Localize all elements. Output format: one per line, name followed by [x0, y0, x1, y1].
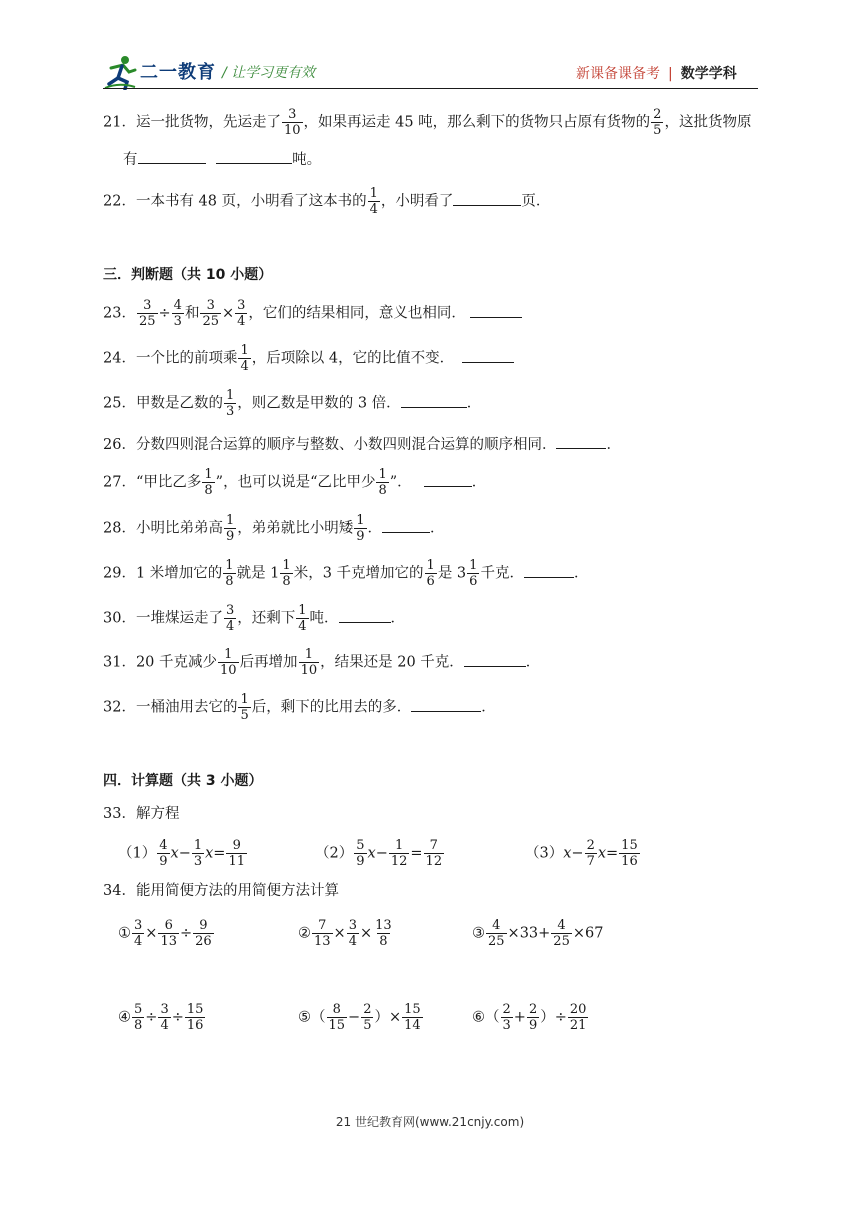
header-subject: 数学学科 [680, 66, 737, 82]
fraction [158, 918, 179, 949]
fraction [619, 838, 640, 869]
fraction-part: 3 [237, 298, 246, 313]
fraction [373, 918, 394, 949]
section-title: 四．计算题（共 3 小题） [103, 773, 263, 789]
fraction [424, 838, 445, 869]
fraction [280, 558, 292, 589]
fraction-part: 4 [557, 918, 566, 933]
question-text: ，如果再运走 45 吨，那么剩下的货物只占原有货物的 [303, 114, 651, 131]
fraction-part: 25 [488, 934, 505, 949]
text: ． [466, 395, 482, 412]
answer-blank[interactable] [382, 518, 430, 533]
fraction-part: 4 [134, 934, 143, 949]
fraction [354, 513, 366, 544]
text: （3） [525, 845, 564, 862]
answer-blank[interactable] [556, 434, 606, 449]
fraction-part: 1 [225, 388, 235, 403]
text: 24． [103, 350, 136, 367]
equation-2 [315, 838, 445, 869]
text: ，后项除以 4，它的比值不变． [251, 350, 455, 367]
fraction-part: 13 [375, 918, 392, 933]
fraction-part: 3 [348, 918, 357, 933]
fraction-part: 26 [195, 934, 212, 949]
text: ） [374, 1009, 389, 1026]
fraction [568, 1002, 589, 1033]
fraction-part: 1 [240, 692, 249, 707]
fraction [224, 388, 236, 419]
text: ”． [389, 474, 412, 491]
text: 解方程 [135, 806, 180, 822]
expression-3 [472, 918, 603, 949]
logo-text: 二一教育 [140, 62, 216, 83]
text: 小明比弟弟高 [135, 520, 223, 537]
answer-blank[interactable] [453, 191, 521, 206]
text: x− [170, 845, 191, 862]
question-24 [103, 343, 514, 374]
fraction [193, 918, 214, 949]
text: 31． [103, 654, 136, 671]
fraction-part: 13 [160, 934, 177, 949]
question-26 [103, 430, 621, 460]
text: ． [471, 474, 487, 491]
text: （ [485, 1009, 500, 1026]
fraction [501, 1002, 513, 1033]
fraction [486, 918, 507, 949]
fraction-part: 7 [429, 838, 438, 853]
question-22 [103, 186, 550, 217]
fraction-part: 12 [390, 854, 408, 869]
fraction-part: 4 [173, 298, 182, 313]
text: × [145, 925, 158, 942]
fraction-part: 2 [363, 1002, 372, 1017]
text: 一本书有 48 页，小明看了这本书的 [135, 193, 367, 210]
text: 有 [123, 152, 138, 168]
fraction-part: 5 [240, 708, 249, 723]
fraction-part: 4 [225, 619, 235, 634]
fraction [282, 107, 303, 138]
fraction-part: 3 [225, 603, 235, 618]
fraction-part: 8 [204, 483, 213, 498]
question-33 [103, 799, 179, 829]
text: × [221, 305, 235, 322]
fraction-part: 8 [378, 483, 387, 498]
text: 就是 1 [236, 565, 280, 582]
fraction [218, 647, 239, 678]
text: 一堆煤运走了 [135, 610, 223, 627]
text: ） [540, 1009, 555, 1026]
text: x− [367, 845, 388, 862]
text: + [513, 1009, 526, 1026]
answer-blank[interactable] [464, 652, 526, 667]
fraction-part: 20 [569, 1002, 587, 1017]
fraction-part: 1 [378, 467, 387, 482]
fraction-part: 1 [426, 558, 435, 573]
fraction [368, 186, 380, 217]
text: ① [118, 925, 131, 942]
fraction [223, 558, 235, 589]
text: 23． [103, 305, 136, 322]
fraction [185, 1002, 206, 1033]
fraction-part: 1 [204, 467, 213, 482]
text: 能用简便方法的用简便方法计算 [135, 883, 339, 899]
question-21 [103, 107, 751, 138]
text: 和 [184, 305, 200, 322]
fraction-part: 3 [193, 854, 203, 869]
fraction-part: 5 [356, 838, 365, 853]
fraction-part: 3 [134, 918, 143, 933]
fraction-part: 5 [653, 123, 662, 138]
text: 是 3 [437, 565, 467, 582]
text: ． [606, 437, 621, 453]
fraction-part: 4 [159, 838, 168, 853]
fraction-part: 2 [528, 1002, 538, 1017]
equation-3 [525, 838, 641, 869]
fraction-part: 14 [404, 1018, 421, 1033]
text: “甲比乙多 [135, 474, 202, 491]
question-text: ，这批货物原 [664, 114, 752, 131]
text: ④ [118, 1009, 131, 1026]
fraction [238, 692, 250, 723]
text: ③ [472, 925, 485, 942]
question-number: 21． [103, 114, 136, 131]
fraction [132, 1002, 144, 1033]
fraction-part: 15 [404, 1002, 421, 1017]
fraction-part: 9 [225, 529, 235, 544]
fraction [157, 838, 169, 869]
answer-blank[interactable] [401, 393, 467, 408]
question-31 [103, 647, 540, 678]
fraction-part: 25 [553, 934, 570, 949]
text: ÷ [179, 925, 193, 942]
logo-runner-icon [103, 54, 137, 90]
fraction-part: 9 [199, 918, 208, 933]
fraction [527, 1002, 539, 1033]
fraction-part: 7 [318, 918, 327, 933]
expression-2 [298, 918, 395, 949]
fraction-part: 1 [224, 647, 233, 662]
fraction-part: 1 [298, 603, 307, 618]
text: ② [298, 925, 311, 942]
fraction-part: 4 [369, 202, 378, 217]
text: 26． [103, 437, 136, 453]
text: 29． [103, 565, 136, 582]
text: ． [430, 520, 445, 537]
fraction-part: 1 [394, 838, 404, 853]
text: 一桶油用去它的 [135, 699, 238, 716]
header-divider [103, 88, 758, 89]
text: 25． [103, 395, 136, 412]
expression-5 [298, 1002, 424, 1033]
question-29 [103, 558, 588, 589]
fraction-part: 3 [173, 314, 182, 329]
question-30 [103, 603, 405, 634]
fraction [651, 107, 663, 138]
expression-6 [472, 1002, 589, 1033]
text: x= [205, 845, 226, 862]
fraction [467, 558, 479, 589]
fraction-part: 4 [160, 1018, 169, 1033]
fraction-part: 3 [288, 107, 297, 122]
fraction [224, 603, 236, 634]
fraction-part: 1 [369, 186, 378, 201]
fraction-part: 4 [240, 359, 249, 374]
fraction [200, 298, 221, 329]
text: x= [597, 845, 619, 862]
fraction [192, 838, 204, 869]
text: （1） [118, 845, 157, 862]
question-28 [103, 513, 445, 544]
text: 后再增加 [239, 654, 298, 671]
fraction [299, 647, 320, 678]
fraction-part: 8 [282, 574, 291, 589]
fraction-part: 21 [569, 1018, 587, 1033]
fraction [585, 838, 597, 869]
fraction [312, 918, 333, 949]
fraction [202, 467, 214, 498]
fraction-part: 4 [348, 934, 357, 949]
text: ，小明看了 [380, 193, 454, 210]
fraction-part: 9 [528, 1018, 538, 1033]
fraction-part: 15 [186, 1002, 204, 1017]
fraction-part: 1 [356, 513, 365, 528]
text: 22． [103, 193, 136, 210]
text: ． [481, 699, 496, 716]
fraction [551, 918, 572, 949]
fraction-part: 9 [356, 529, 365, 544]
text: ×33+ [507, 925, 551, 942]
text: ÷ [554, 1009, 567, 1026]
text: ×67 [572, 925, 604, 942]
answer-blank[interactable] [424, 472, 472, 487]
text: 分数四则混合运算的顺序与整数、小数四则混合运算的顺序相同． [135, 437, 557, 453]
fraction-part: 15 [328, 1018, 346, 1033]
fraction-part: 4 [492, 918, 501, 933]
fraction-part: 6 [426, 574, 435, 589]
question-21-cont [123, 145, 321, 175]
answer-blank[interactable] [462, 348, 514, 363]
fraction [224, 513, 236, 544]
fraction-part: 25 [202, 314, 219, 329]
fraction-part: 8 [225, 574, 234, 589]
fraction-part: 5 [363, 1018, 372, 1033]
text: ． [573, 565, 589, 582]
fraction-part: 1 [282, 558, 291, 573]
fraction [226, 838, 247, 869]
header-separator: | [668, 66, 673, 82]
fraction-part: 1 [193, 838, 203, 853]
fraction [132, 918, 144, 949]
fraction [296, 603, 308, 634]
expression-4 [118, 1002, 206, 1033]
question-27 [103, 467, 486, 498]
fraction [238, 343, 250, 374]
text: × [359, 925, 373, 942]
fraction-part: 1 [469, 558, 478, 573]
fraction-part: 10 [300, 663, 318, 678]
question-25 [103, 388, 481, 419]
fraction-part: 16 [186, 1018, 204, 1033]
text: 34． [103, 883, 136, 899]
fraction-part: 8 [379, 934, 388, 949]
fraction-part: 9 [356, 854, 365, 869]
fraction-part: 3 [225, 404, 235, 419]
text: 28． [103, 520, 136, 537]
fraction [376, 467, 388, 498]
text: ，它们的结果相同，意义也相同． [248, 305, 466, 322]
fraction-part: 16 [621, 854, 638, 869]
text: ． [525, 654, 541, 671]
text: 吨。 [292, 152, 322, 168]
answer-blank[interactable] [524, 563, 574, 578]
fraction-part: 9 [232, 838, 241, 853]
text: ，则乙数是甲数的 3 倍． [237, 395, 401, 412]
text: 页． [521, 193, 551, 210]
fraction [158, 1002, 170, 1033]
answer-blank[interactable] [470, 303, 522, 318]
fraction-part: 6 [164, 918, 173, 933]
text: − [348, 1009, 361, 1026]
text: 32． [103, 699, 136, 716]
fraction-part: 6 [469, 574, 478, 589]
text: ”，也可以说是“乙比甲少 [215, 474, 376, 491]
text: ⑤ [298, 1009, 311, 1026]
answer-blank[interactable] [138, 149, 206, 164]
fraction-part: 2 [502, 1002, 511, 1017]
fraction [137, 298, 158, 329]
fraction-part: 10 [220, 663, 237, 678]
text: ⑥ [472, 1009, 485, 1026]
fraction-part: 3 [143, 298, 152, 313]
fraction-part: 2 [653, 107, 662, 122]
fraction-part: 5 [134, 1002, 143, 1017]
text: 33． [103, 806, 136, 822]
text: ，弟弟就比小明矮 [237, 520, 354, 537]
text: （ [311, 1009, 326, 1026]
question-23 [103, 298, 522, 329]
fraction-part: 12 [425, 854, 443, 869]
text: ，还剩下 [237, 610, 296, 627]
fraction-part: 3 [502, 1018, 511, 1033]
text: × [388, 1009, 402, 1026]
text: 甲数是乙数的 [135, 395, 223, 412]
fraction [172, 298, 184, 329]
answer-blank[interactable] [339, 608, 391, 623]
question-34 [103, 876, 339, 906]
fraction [425, 558, 437, 589]
text: 千克． [480, 565, 524, 582]
text: ÷ [158, 305, 171, 322]
footer: 21 世纪教育网(www.21cnjy.com) [335, 1115, 525, 1129]
fraction [327, 1002, 348, 1033]
fraction-part: 1 [304, 647, 313, 662]
fraction [361, 1002, 373, 1033]
fraction [347, 918, 359, 949]
text: ÷ [171, 1009, 184, 1026]
fraction-part: 7 [586, 854, 595, 869]
text: 一个比的前项乘 [135, 350, 238, 367]
fraction-part: 1 [240, 343, 249, 358]
fraction-part: 3 [206, 298, 215, 313]
text: 吨． [309, 610, 339, 627]
fraction-part: 8 [332, 1002, 341, 1017]
text: 1 米增加它的 [135, 565, 223, 582]
text: = [410, 845, 423, 862]
answer-blank[interactable] [216, 149, 292, 164]
fraction [235, 298, 247, 329]
fraction-part: 15 [621, 838, 638, 853]
slogan: / 让学习更有效 [222, 65, 316, 81]
text: 20 千克减少 [135, 654, 218, 671]
text: ． [367, 520, 383, 537]
fraction-part: 10 [283, 123, 301, 138]
fraction-part: 4 [298, 619, 307, 634]
fraction-part: 1 [225, 513, 235, 528]
text: 米，3 千克增加它的 [293, 565, 424, 582]
fraction [389, 838, 410, 869]
fraction-part: 4 [237, 314, 246, 329]
fraction-part: 1 [225, 558, 234, 573]
fraction-part: 8 [134, 1018, 143, 1033]
text: ÷ [145, 1009, 158, 1026]
fraction [402, 1002, 423, 1033]
fraction [354, 838, 366, 869]
fraction-part: 2 [586, 838, 595, 853]
fraction-part: 13 [314, 934, 331, 949]
text: × [333, 925, 346, 942]
text: （2） [315, 845, 354, 862]
fraction-part: 25 [138, 314, 156, 329]
question-32 [103, 692, 496, 723]
answer-blank[interactable] [411, 697, 481, 712]
header-course-label: 新课备课备考 [576, 66, 660, 82]
fraction-part: 11 [228, 854, 245, 869]
expression-1 [118, 918, 215, 949]
text: 27． [103, 474, 136, 491]
header-right [576, 63, 737, 83]
text: ． [390, 610, 406, 627]
section-title: 三．判断题（共 10 小题） [103, 267, 273, 283]
fraction-part: 9 [159, 854, 168, 869]
fraction-part: 3 [160, 1002, 169, 1017]
question-text: 运一批货物，先运走了 [135, 114, 281, 131]
text: 后，剩下的比用去的多． [251, 699, 412, 716]
text: x− [563, 845, 584, 862]
text: ，结果还是 20 千克． [320, 654, 464, 671]
text: 30． [103, 610, 136, 627]
equation-1 [118, 838, 248, 869]
